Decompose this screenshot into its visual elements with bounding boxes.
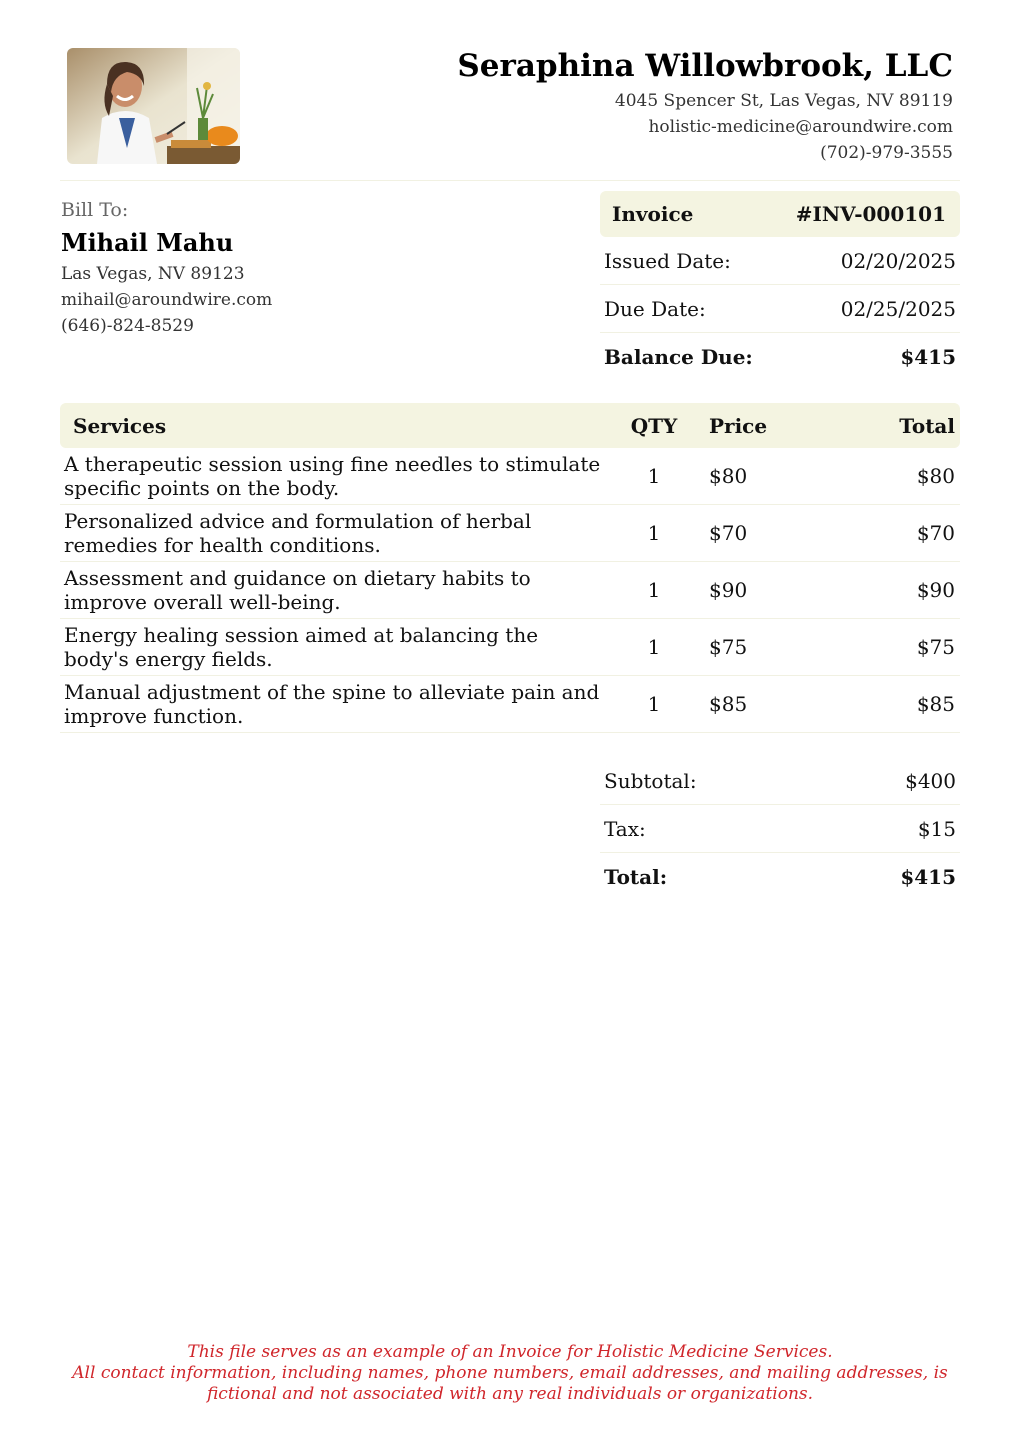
balance-due-label: Balance Due: <box>604 344 753 369</box>
client-address: Las Vegas, NV 89123 <box>61 264 245 284</box>
table-row <box>60 619 960 676</box>
service-description: Energy healing session aimed at balancing the body's energy fields. <box>64 623 539 671</box>
bill-to-section <box>61 196 272 339</box>
company-phone: (702)-979-3555 <box>820 143 953 163</box>
service-description: Personalized advice and formulation of herbal remedies for health conditions. <box>64 509 532 557</box>
service-total: $90 <box>916 578 955 602</box>
service-total: $80 <box>916 464 955 488</box>
due-date-label: Due Date: <box>604 296 706 321</box>
issued-date-row <box>600 237 960 285</box>
issued-date-value: 02/20/2025 <box>840 248 956 273</box>
subtotal-label: Subtotal: <box>604 768 697 793</box>
company-header <box>457 44 953 166</box>
service-description: Manual adjustment of the spine to alleviate pain and improve function. <box>64 680 600 728</box>
services-table <box>60 403 960 733</box>
service-price: $75 <box>709 635 748 659</box>
service-description: A therapeutic session using fine needles to stimulate specific points on the body. <box>64 452 601 500</box>
client-name: Mihail Mahu <box>61 228 234 257</box>
due-date-row <box>600 285 960 333</box>
table-row <box>60 505 960 562</box>
total-row <box>600 853 960 900</box>
balance-due-value: $415 <box>900 344 956 369</box>
invoice-summary <box>600 191 960 380</box>
tax-row <box>600 805 960 853</box>
company-email[interactable]: holistic-medicine@aroundwire.com <box>648 117 953 137</box>
tax-label: Tax: <box>604 816 646 841</box>
table-row <box>60 448 960 505</box>
table-row <box>60 676 960 733</box>
balance-due-row <box>600 333 960 380</box>
client-email[interactable]: mihail@aroundwire.com <box>61 290 273 310</box>
service-qty: 1 <box>647 521 661 545</box>
invoice-number: #INV-000101 <box>795 202 946 226</box>
service-total: $70 <box>916 521 955 545</box>
company-address: 4045 Spencer St, Las Vegas, NV 89119 <box>614 91 953 111</box>
disclaimer-line-2: All contact information, including names, phone numbers, email addresses, and mailing addresses, is <box>72 1363 948 1383</box>
company-name: Seraphina Willowbrook, LLC <box>457 48 953 84</box>
service-qty: 1 <box>647 692 661 716</box>
service-description: Assessment and guidance on dietary habits to improve overall well-being. <box>64 566 531 614</box>
service-total: $75 <box>916 635 955 659</box>
header-services: Services <box>73 413 167 438</box>
service-price: $85 <box>709 692 748 716</box>
service-price: $80 <box>709 464 748 488</box>
header-total: Total <box>899 413 955 438</box>
invoice-header <box>600 191 960 237</box>
invoice-label: Invoice <box>612 202 694 226</box>
services-table-header <box>60 403 960 448</box>
due-date-value: 02/25/2025 <box>840 296 956 321</box>
client-phone: (646)-824-8529 <box>61 316 194 336</box>
service-qty: 1 <box>647 635 661 659</box>
total-value: $415 <box>900 864 956 889</box>
disclaimer-line-1: This file serves as an example of an Invoice for Holistic Medicine Services. <box>187 1342 833 1362</box>
disclaimer-line-3: fictional and not associated with any real individuals or organizations. <box>206 1384 814 1404</box>
practitioner-photo <box>67 48 240 164</box>
header-price: Price <box>709 413 768 438</box>
service-price: $70 <box>709 521 748 545</box>
service-qty: 1 <box>647 464 661 488</box>
table-row <box>60 562 960 619</box>
total-label: Total: <box>604 864 668 889</box>
service-total: $85 <box>916 692 955 716</box>
tax-value: $15 <box>917 816 956 841</box>
subtotal-row <box>600 757 960 805</box>
bill-to-label: Bill To: <box>61 199 129 221</box>
header-qty: QTY <box>630 413 678 438</box>
totals-section <box>600 757 960 900</box>
service-price: $90 <box>709 578 748 602</box>
subtotal-value: $400 <box>905 768 956 793</box>
service-qty: 1 <box>647 578 661 602</box>
disclaimer-footer <box>20 1342 1000 1405</box>
header-divider <box>60 180 960 181</box>
issued-date-label: Issued Date: <box>604 248 731 273</box>
